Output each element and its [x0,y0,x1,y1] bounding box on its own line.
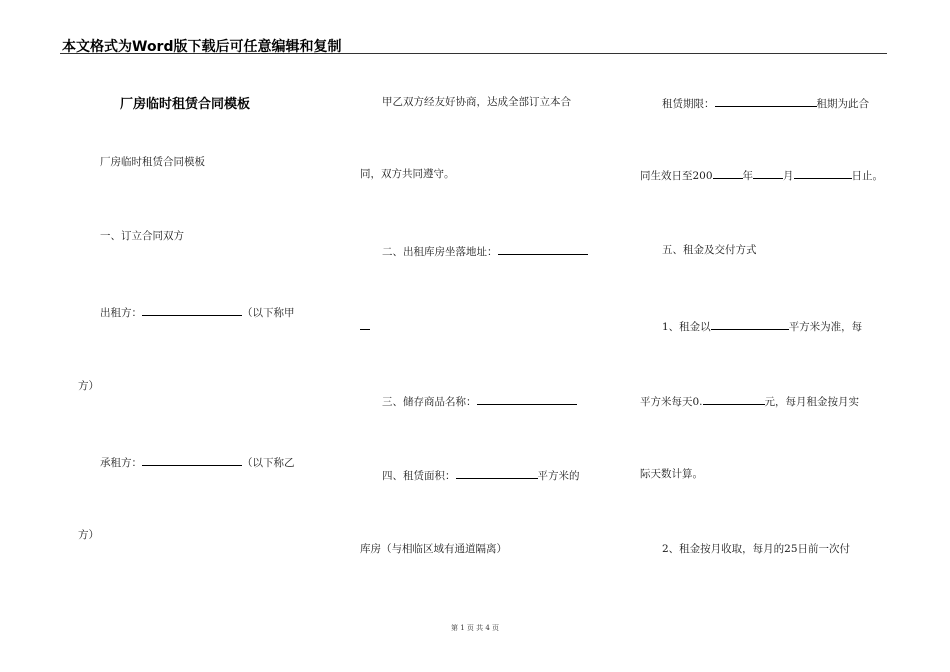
month-blank [753,167,783,179]
lessor-continuation: 方） [78,380,99,392]
section-goods [382,393,577,409]
goods-label: 三、储存商品名称： [382,396,477,408]
section-rent: 五、租金及交付方式 [662,244,757,256]
term-continuation [640,167,883,183]
document-subtitle: 厂房临时租赁合同模板 [100,156,205,168]
page-footer: 第 1 页 共 4 页 [450,624,500,632]
term-blank [715,95,817,107]
rent-item1-line1 [662,318,862,334]
lessor-label: 出租方： [100,307,142,319]
header-divider [60,53,887,54]
area-suffix: 平方米的 [537,470,580,482]
address-blank [498,243,588,255]
document-title: 厂房临时租赁合同模板 [120,97,251,112]
year-blank [713,167,743,179]
agreement-para-line2: 同，双方共同遵守。 [360,168,455,180]
address-continuation [360,318,370,334]
section-area [382,467,580,483]
year-unit: 年 [742,170,754,182]
address-blank-cont [360,318,370,330]
rent-item1-prefix: 1、租金以 [662,321,711,333]
lessee-line [100,454,295,470]
day-blank [794,167,852,179]
rent-price-blank [703,393,765,405]
address-label: 二、出租库房坐落地址： [382,246,498,258]
rent-item1-line2-prefix: 平方米每天0. [640,396,703,408]
term-cont-prefix: 同生效日至200 [640,170,713,182]
rent-item1-suffix: 平方米为准，每 [788,321,863,333]
header-title: 本文格式为Word版下载后可任意编辑和复制 [62,39,342,55]
term-line [662,95,869,111]
term-suffix: 租期为此合 [816,98,869,110]
lessor-blank [142,304,242,316]
lessee-suffix: （以下称乙 [242,457,295,469]
area-continuation: 库房（与相临区域有通道隔离） [360,543,507,555]
rent-item1-line2-suffix: 元，每月租金按月实 [764,396,860,408]
area-blank [456,467,538,479]
lessor-suffix: （以下称甲 [242,307,295,319]
rent-item1-line2 [640,393,859,409]
rent-item1-line3: 际天数计算。 [640,468,703,480]
goods-blank [477,393,577,405]
agreement-para-line1: 甲乙双方经友好协商，达成全部订立本合 [382,96,571,108]
section-heading-parties: 一、订立合同双方 [100,230,184,242]
term-label: 租赁期限： [662,98,715,110]
lessor-line [100,304,295,320]
lessee-continuation: 方） [78,529,99,541]
month-unit: 月 [783,170,794,182]
lessee-label: 承租方： [100,457,142,469]
day-unit: 日止。 [851,170,884,182]
section-address [382,243,588,259]
rent-item2: 2、租金按月收取，每月的25日前一次付 [662,543,851,555]
area-label: 四、租赁面积： [382,470,456,482]
rent-unit-blank [711,318,789,330]
lessee-blank [142,454,242,466]
